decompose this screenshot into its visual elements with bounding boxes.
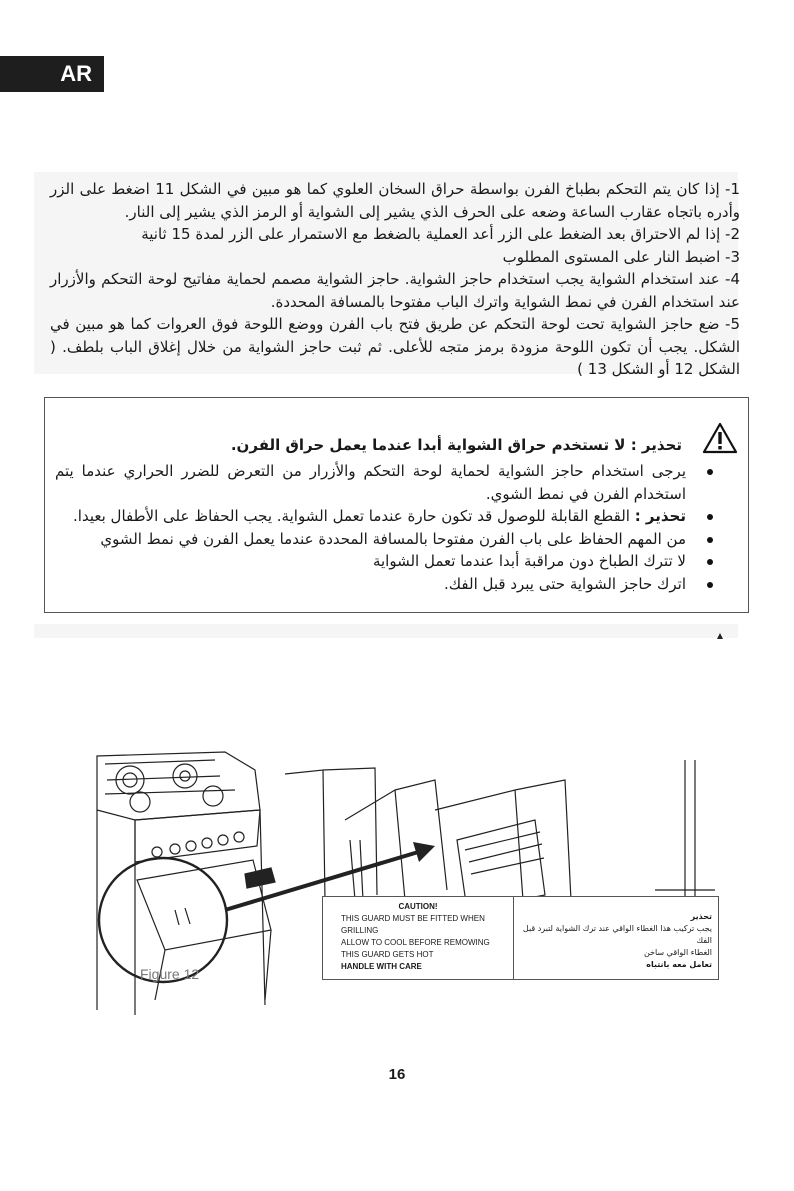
caution-line-ar: تعامل معه بانتباه [646, 960, 712, 969]
gray-strip [34, 624, 738, 638]
small-triangle-icon [717, 633, 723, 639]
warning-item: يرجى استخدام حاجز الشواية لحماية لوحة التحكم والأزرار من التعرض للضرر الحراري عندما يتم استخدام الفرن في نمط الشوي. [55, 460, 686, 505]
warning-item: لا تترك الطباخ دون مراقبة أبدا عندما تعمل الشواية [55, 550, 686, 573]
caution-label-english [323, 897, 514, 979]
step-1: 1- إذا كان يتم التحكم بطباخ الفرن بواسطة حراق السخان العلوي كما هو مبين في الشكل 11 اضغط على الزر وأدره باتجاه عقارب الساعة وضعه على الحرف الذي يشير إلى الشواية أو الرمز الذي يشير إلى النار. [50, 180, 740, 221]
caution-line: HANDLE WITH CARE [341, 962, 422, 971]
caution-line: ALLOW TO COOL BEFORE REMOWING [341, 938, 490, 947]
warning-item: من المهم الحفاظ على باب الفرن مفتوحا بالمسافة المحددة عندما يعمل الفرن في نمط الشوي [55, 528, 686, 551]
language-tab: AR [0, 56, 104, 92]
caution-line-ar: الغطاء الواقي ساخن [643, 948, 712, 957]
warning-item: تحذير : القطع القابلة للوصول قد تكون حارة عندما تعمل الشواية. يجب الحفاظ على الأطفال بعيدا. [55, 505, 686, 528]
step-5: 5- ضع حاجز الشواية تحت لوحة التحكم عن طريق فتح باب الفرن ووضع اللوحة فوق العروات كما هو مبين في الشكل. يجب أن تكون اللوحة مزودة برمز متجه للأعلى. ثم ثبت حاجز الشواية من خلال إغلاق الباب بلطف. ( الشكل 12 أو الشكل 13 ) [50, 315, 740, 378]
warning-item: اترك حاجز الشواية حتى يبرد قبل الفك. [55, 573, 686, 596]
caution-heading: CAUTION! [398, 902, 438, 911]
caution-heading-ar: تحذير [690, 912, 712, 921]
caution-label [322, 896, 719, 980]
warning-title: تحذير : لا تستخدم حراق الشواية أبدا عندما يعمل حراق الفرن. [230, 436, 682, 454]
page-number: 16 [388, 1066, 406, 1083]
warning-triangle-icon [702, 422, 738, 454]
step-2: 2- إذا لم الاحتراق بعد الضغط على الزر أعد العملية بالضغط مع الاستمرار على الزر لمدة 15 ثانية [141, 225, 740, 243]
step-4: 4- عند استخدام الشواية يجب استخدام حاجز الشواية. حاجز الشواية مصمم لحماية مفاتيح لوحة التحكم والأزرار عند استخدام الفرن في نمط الشواية واترك الباب مفتوحا بالمسافة المحددة. [50, 270, 740, 311]
caution-line: THIS GUARD GETS HOT [341, 950, 434, 959]
caution-line-ar: يجب تركيب هذا الغطاء الواقي عند ترك الشواية لتبرد قبل الفك [522, 924, 712, 945]
warning-box [44, 397, 749, 613]
warning-list [55, 460, 714, 595]
step-3: 3- اضبط النار على المستوى المطلوب [502, 247, 740, 266]
figure-caption: Figure 12 [140, 966, 200, 982]
instruction-steps [50, 178, 740, 381]
caution-line: THIS GUARD MUST BE FITTED WHEN GRILLING [341, 914, 485, 935]
caution-label-arabic [514, 897, 718, 979]
